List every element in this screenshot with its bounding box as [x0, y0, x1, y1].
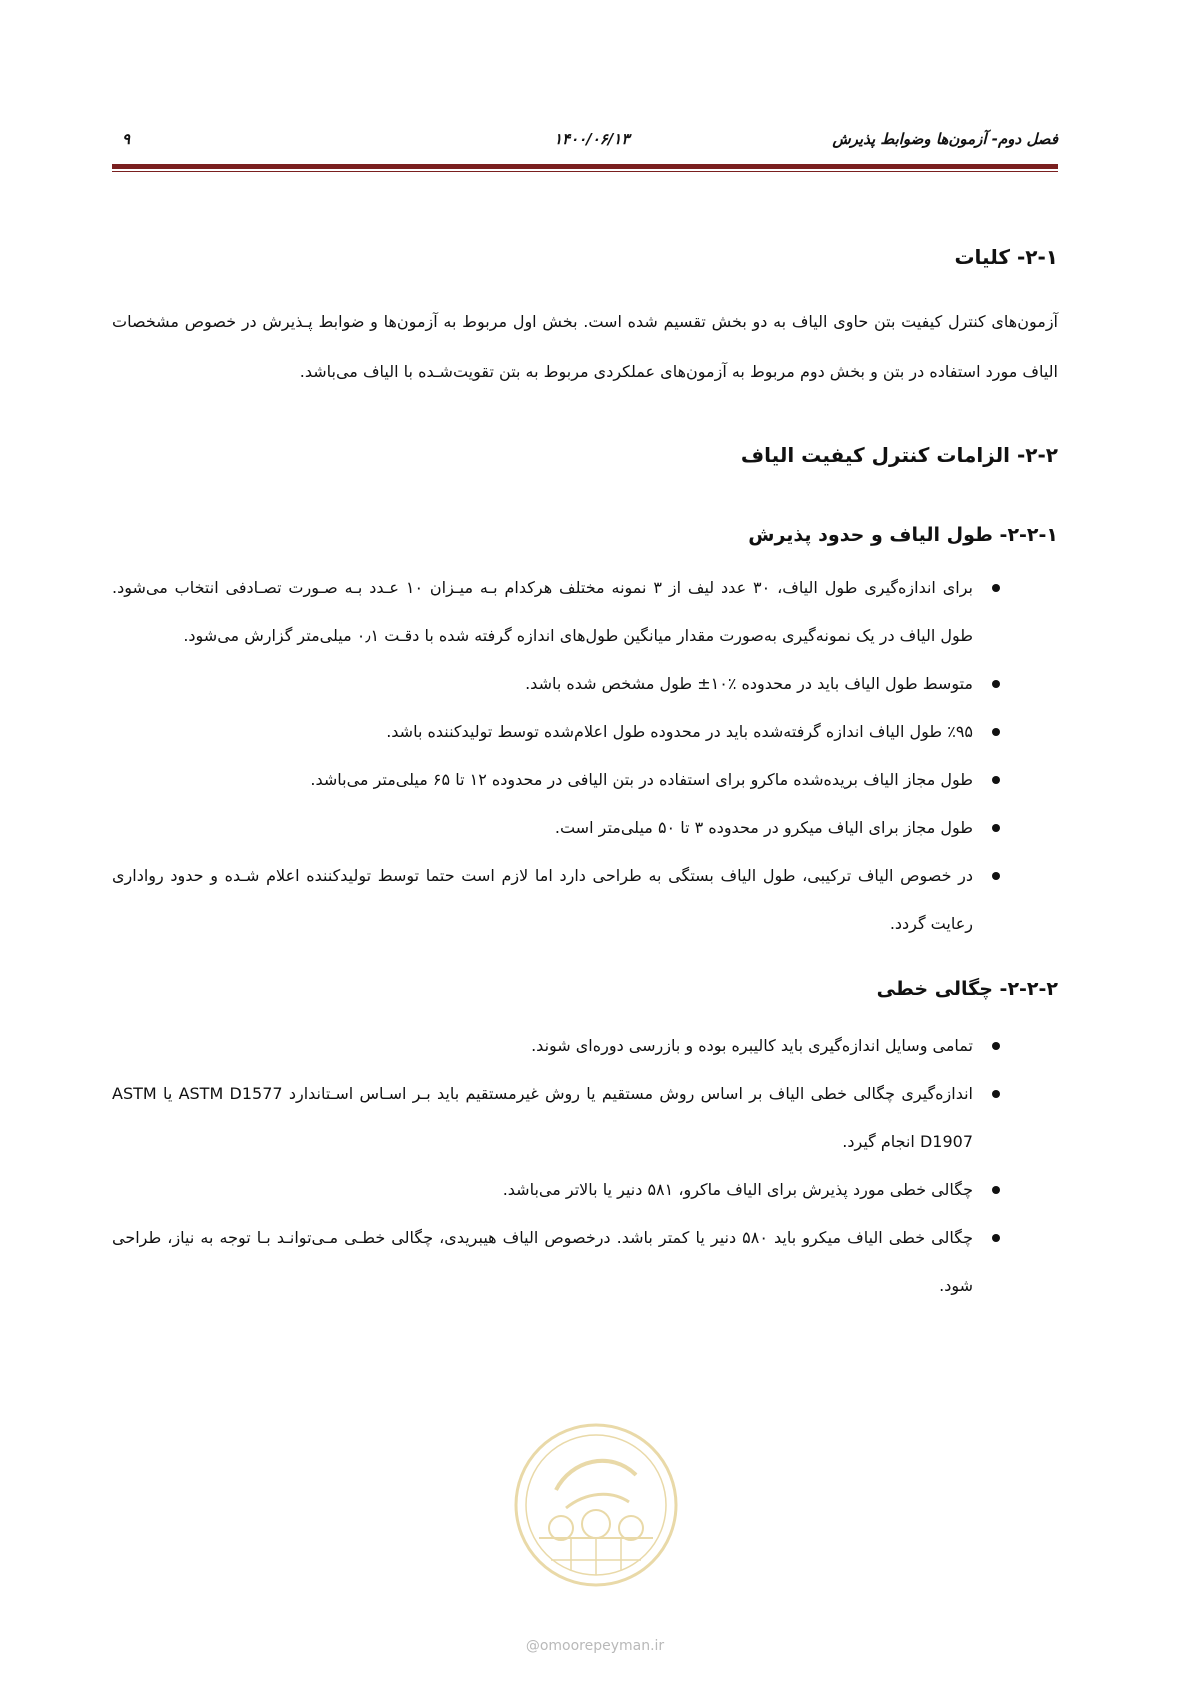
section-heading-general: ۲-۱- کلیات [954, 245, 1058, 269]
bullet-icon [992, 776, 1000, 784]
list-item-text: ٪۹۵ طول الیاف اندازه گرفته‌شده باید در محدوده طول اعلام‌شده توسط تولیدکننده باشد. [386, 722, 973, 741]
bullet-icon [992, 872, 1000, 880]
header-rule-thick [112, 164, 1058, 169]
bullet-icon [992, 584, 1000, 592]
page-number: ۹ [122, 130, 131, 148]
general-paragraph: آزمون‌های کنترل کیفیت بتن حاوی الیاف به دو بخش تقسیم شده است. بخش اول مربوط به آزمون‌ها و ضوابط پـذیرش در خصوص مشخصات الیاف مورد استفاده در بتن و بخش دوم مربوط به آزمون‌های عملکردی مربوط به بتن تقویت‌شـده با الیاف می‌باشد. [112, 312, 1058, 381]
list-item-text: اندازه‌گیری چگالی خطی الیاف بر اساس روش مستقیم یا روش غیرمستقیم باید بـر اسـاس اسـتاندارد ASTM D1577 یا ASTM D1907 انجام گیرد. [112, 1084, 973, 1151]
fiber-length-list [112, 564, 1058, 948]
list-item-text: چگالی خطی الیاف میکرو باید ۵۸۰ دنیر یا کمتر باشد. درخصوص الیاف هیبریدی، چگالی خطـی مـی‌توانـد بـا توجه به نیاز، طراحی شود. [112, 1228, 973, 1295]
list-item-text: چگالی خطی مورد پذیرش برای الیاف ماکرو، ۵۸۱ دنیر یا بالاتر می‌باشد. [502, 1180, 973, 1199]
list-item-text: طول مجاز برای الیاف میکرو در محدوده ۳ تا ۵۰ میلی‌متر است. [554, 818, 973, 837]
list-item [112, 852, 1058, 948]
list-item [112, 708, 1058, 756]
list-item [112, 660, 1058, 708]
subsection-heading-linear-density: ۲-۲-۲- چگالی خطی [876, 978, 1058, 1000]
list-item-text: تمامی وسایل اندازه‌گیری باید کالیبره بوده و بازرسی دوره‌ای شوند. [531, 1036, 973, 1055]
linear-density-list [112, 1022, 1058, 1310]
list-item-text: برای اندازه‌گیری طول الیاف، ۳۰ عدد لیف از ۳ نمونه مختلف هرکدام بـه میـزان ۱۰ عـدد بـه صـورت تصـادفی انتخاب می‌شود. طول الیاف در یک نمونه‌گیری به‌صورت مقدار میانگین طول‌های اندازه گرفته شده با دقـت ۰٫۱ میلی‌متر گزارش می‌شود. [112, 578, 973, 645]
list-item [112, 1070, 1058, 1166]
bullet-icon [992, 1186, 1000, 1194]
watermark-website: @omoorepeyman.ir [525, 1638, 665, 1654]
page-content [112, 245, 1058, 1310]
header-rule-thin [112, 171, 1058, 172]
bullet-icon [992, 1042, 1000, 1050]
watermark-seal-icon [511, 1420, 681, 1590]
bullet-icon [992, 1234, 1000, 1242]
list-item [112, 1022, 1058, 1070]
list-item [112, 1166, 1058, 1214]
list-item [112, 804, 1058, 852]
chapter-title: فصل دوم- آزمون‌ها وضوابط پذیرش [832, 130, 1058, 148]
subsection-heading-fiber-length: ۲-۲-۱- طول الیاف و حدود پذیرش [748, 524, 1058, 546]
list-item-text: متوسط طول الیاف باید در محدوده ٪۱۰± طول مشخص شده باشد. [525, 674, 973, 693]
list-item [112, 756, 1058, 804]
list-item [112, 564, 1058, 660]
bullet-icon [992, 1090, 1000, 1098]
list-item-text: در خصوص الیاف ترکیبی، طول الیاف بستگی به طراحی دارد اما لازم است حتما توسط تولیدکننده اعلام شـده و حدود رواداری رعایت گردد. [112, 866, 973, 933]
list-item-text: طول مجاز الیاف بریده‌شده ماکرو برای استفاده در بتن الیافی در محدوده ۱۲ تا ۶۵ میلی‌متر می‌باشد. [310, 770, 973, 789]
section-heading-quality-requirements: ۲-۲- الزامات کنترل کیفیت الیاف [740, 443, 1058, 467]
bullet-icon [992, 728, 1000, 736]
bullet-icon [992, 824, 1000, 832]
header-date: ۱۴۰۰/۰۶/۱۳ [554, 130, 630, 148]
list-item [112, 1214, 1058, 1310]
bullet-icon [992, 680, 1000, 688]
page-header [112, 130, 1058, 152]
